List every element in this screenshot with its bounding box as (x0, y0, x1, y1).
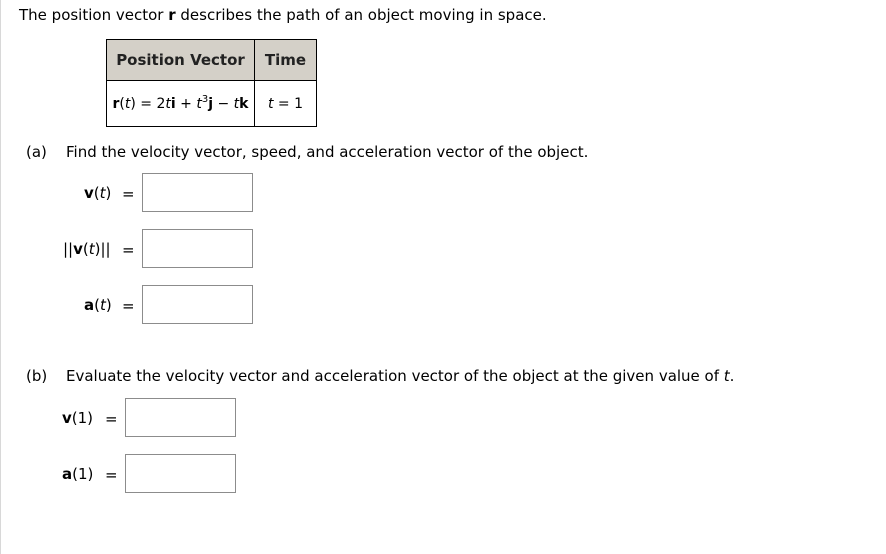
acceleration-at-1-label: a(1) (62, 465, 94, 483)
time-cell: t = 1 (255, 81, 317, 127)
part-b-prompt: (b) Evaluate the velocity vector and acceleration vector of the object at the given value of t. (26, 367, 735, 385)
header-time: Time (255, 40, 317, 81)
position-vector-table (106, 39, 317, 127)
velocity-label: v(t) (84, 184, 112, 202)
r-symbol: r (168, 6, 176, 24)
velocity-at-1-answer-input[interactable] (125, 398, 236, 437)
equals-sign: = (122, 297, 135, 315)
equals-sign: = (105, 410, 118, 428)
speed-answer-input[interactable] (142, 229, 253, 268)
acceleration-label: a(t) (84, 296, 112, 314)
acceleration-answer-input[interactable] (142, 285, 253, 324)
table-header-row (107, 40, 317, 81)
position-vector-cell: $r(t) = 2ti + t^3j$ − tk (107, 81, 255, 127)
velocity-answer-input[interactable] (142, 173, 253, 212)
table-row (107, 81, 317, 127)
header-position-vector: Position Vector (107, 40, 255, 81)
problem-statement: The position vector r describes the path of an object moving in space. (19, 6, 547, 24)
speed-label: ||v(t)|| (63, 240, 111, 258)
equals-sign: = (122, 241, 135, 259)
equals-sign: = (105, 466, 118, 484)
acceleration-at-1-answer-input[interactable] (125, 454, 236, 493)
part-a-prompt: (a) Find the velocity vector, speed, and acceleration vector of the object. (26, 143, 589, 161)
left-border (0, 0, 1, 554)
equals-sign: = (122, 185, 135, 203)
velocity-at-1-label: v(1) (62, 409, 94, 427)
